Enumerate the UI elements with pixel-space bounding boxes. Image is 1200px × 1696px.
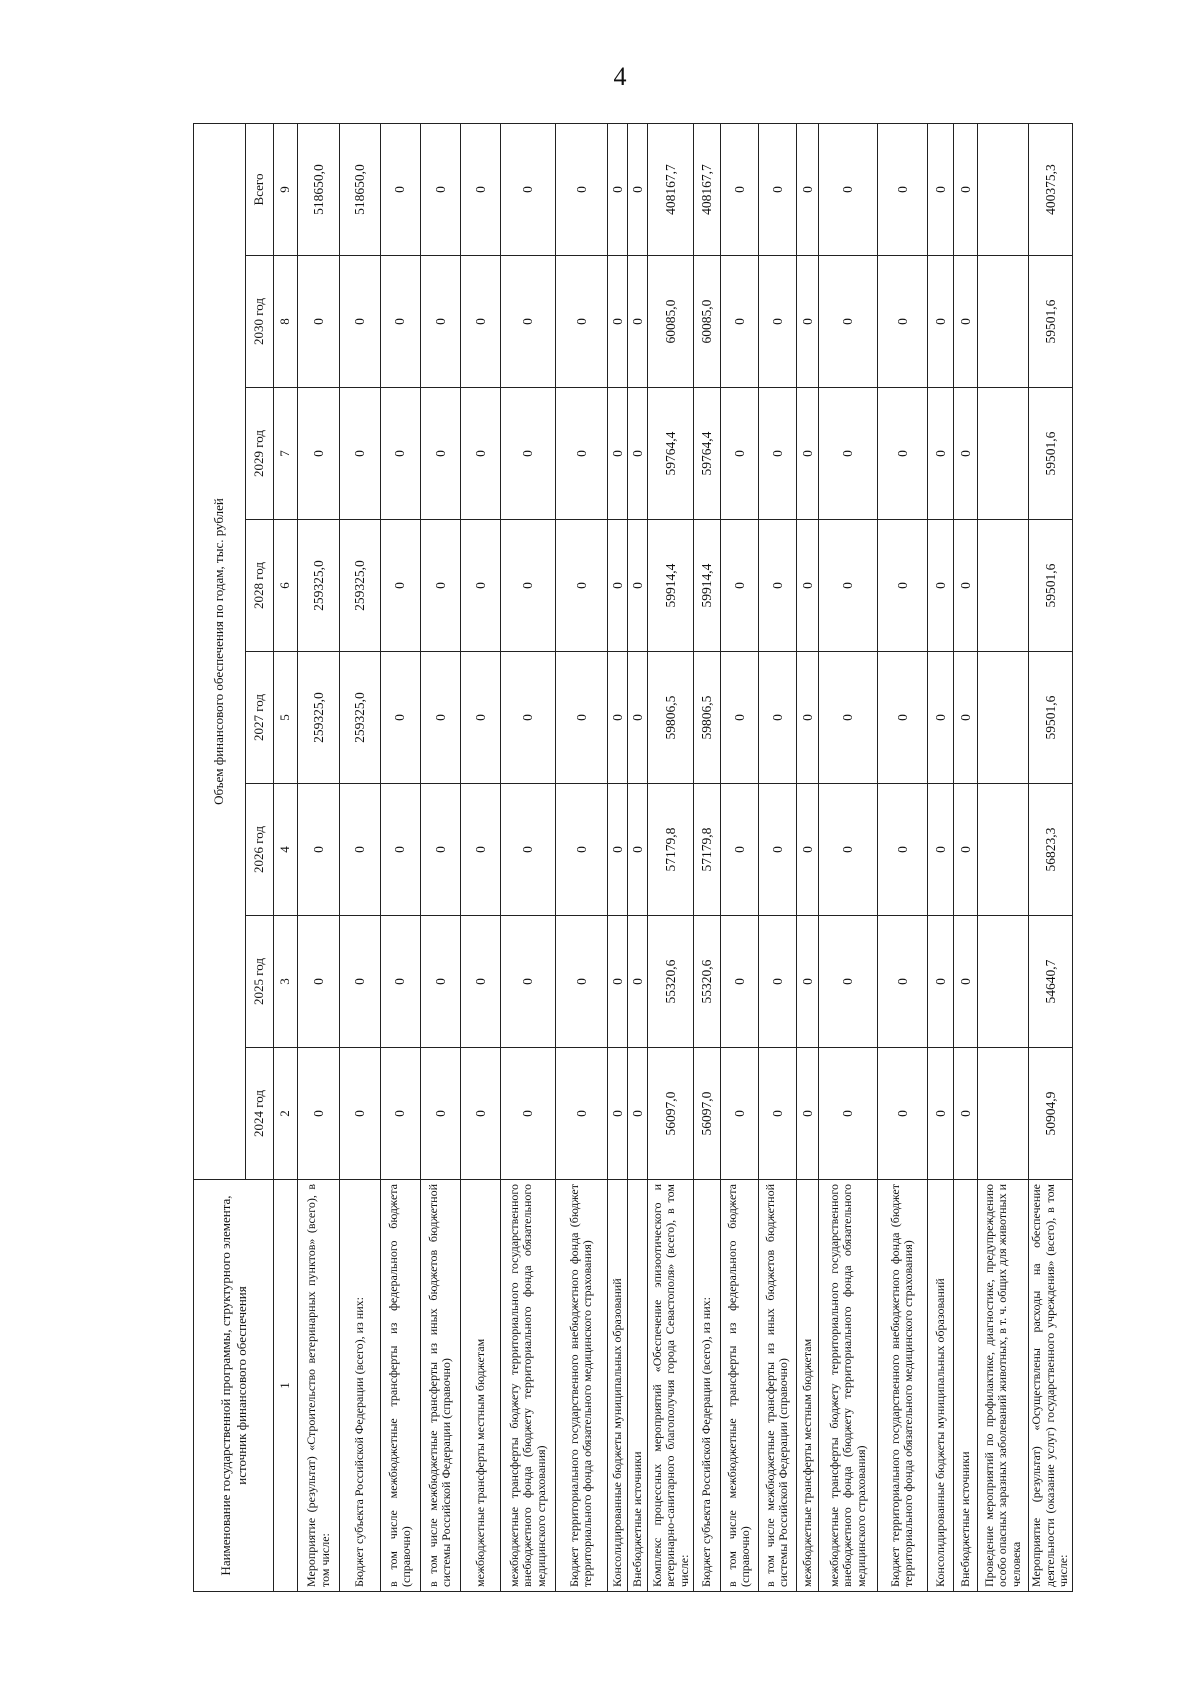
value-cell: 59764,4 <box>694 388 720 520</box>
value-cell <box>978 784 1028 916</box>
header-year-cell: 2028 год <box>246 520 274 652</box>
row-name-cell: Комплекс процессных мероприятий «Обеспечение эпизоотического и ветеринарно-санитарного благополучия города Севастополя» (всего), в том числе: <box>648 1180 694 1592</box>
value-cell: 0 <box>758 388 796 520</box>
value-cell: 0 <box>877 123 927 255</box>
table-row <box>380 123 420 1591</box>
value-cell: 0 <box>501 520 555 652</box>
value-cell: 59806,5 <box>694 652 720 784</box>
table-row <box>501 123 555 1591</box>
value-cell: 59806,5 <box>648 652 694 784</box>
value-cell: 0 <box>380 388 420 520</box>
value-cell <box>978 256 1028 388</box>
value-cell: 0 <box>420 1048 460 1180</box>
value-cell: 0 <box>380 123 420 255</box>
value-cell: 0 <box>461 388 501 520</box>
value-cell: 400375,3 <box>1028 123 1072 255</box>
value-cell: 0 <box>420 652 460 784</box>
value-cell: 0 <box>420 784 460 916</box>
header-column-numbers-row <box>274 123 298 1591</box>
table-row <box>340 123 380 1591</box>
table-row <box>927 123 953 1591</box>
header-year-cell: Всего <box>246 123 274 255</box>
value-cell: 0 <box>555 652 607 784</box>
column-number-cell: 9 <box>274 123 298 255</box>
value-cell: 0 <box>758 520 796 652</box>
column-number-cell: 7 <box>274 388 298 520</box>
row-name-cell: в том числе межбюджетные трансферты из иных бюджетов бюджетной системы Российской Федерации (справочно) <box>420 1180 460 1592</box>
value-cell: 0 <box>797 123 819 255</box>
column-number-cell: 3 <box>274 916 298 1048</box>
value-cell: 0 <box>420 123 460 255</box>
table-row <box>1028 123 1072 1591</box>
value-cell: 0 <box>501 256 555 388</box>
value-cell: 0 <box>954 256 978 388</box>
table-row <box>978 123 1028 1591</box>
value-cell: 0 <box>628 388 648 520</box>
value-cell: 0 <box>555 123 607 255</box>
value-cell: 0 <box>340 784 380 916</box>
value-cell: 0 <box>501 388 555 520</box>
value-cell: 0 <box>819 520 877 652</box>
header-year-cell: 2027 год <box>246 652 274 784</box>
value-cell: 0 <box>819 256 877 388</box>
value-cell: 0 <box>954 520 978 652</box>
row-name-cell: межбюджетные трансферты бюджету территориального государственного внебюджетного фонда (бюджету территориального фонда обязательного медицинского страхования) <box>501 1180 555 1592</box>
value-cell: 0 <box>797 256 819 388</box>
column-number-cell: 5 <box>274 652 298 784</box>
row-name-cell: межбюджетные трансферты местным бюджетам <box>797 1180 819 1592</box>
value-cell: 0 <box>461 123 501 255</box>
value-cell: 0 <box>628 256 648 388</box>
value-cell: 0 <box>877 256 927 388</box>
value-cell: 0 <box>501 784 555 916</box>
value-cell: 0 <box>877 652 927 784</box>
value-cell: 0 <box>797 388 819 520</box>
value-cell: 57179,8 <box>648 784 694 916</box>
table-row <box>758 123 796 1591</box>
row-name-cell: Мероприятие (результат) «Осуществлены расходы на обеспечение деятельности (оказание услуг) государственного учреждения» (всего), в том числе: <box>1028 1180 1072 1592</box>
row-name-cell: межбюджетные трансферты бюджету территориального государственного внебюджетного фонда (бюджету территориального фонда обязательного медицинского страхования) <box>819 1180 877 1592</box>
table-row <box>877 123 927 1591</box>
value-cell: 0 <box>607 652 627 784</box>
value-cell: 518650,0 <box>298 123 340 255</box>
value-cell: 56097,0 <box>694 1048 720 1180</box>
value-cell: 0 <box>420 388 460 520</box>
value-cell: 0 <box>420 916 460 1048</box>
value-cell: 0 <box>819 784 877 916</box>
value-cell: 0 <box>927 1048 953 1180</box>
value-cell: 0 <box>628 123 648 255</box>
value-cell: 0 <box>340 388 380 520</box>
value-cell: 0 <box>877 916 927 1048</box>
row-name-cell: Мероприятие (результат) «Строительство ветеринарных пунктов» (всего), в том числе: <box>298 1180 340 1592</box>
column-number-cell: 4 <box>274 784 298 916</box>
value-cell: 0 <box>607 520 627 652</box>
table-row <box>298 123 340 1591</box>
row-name-cell: Проведение мероприятий по профилактике, диагностике, предупреждению особо опасных заразных заболеваний животных, в т. ч. общих для животных и человека <box>978 1180 1028 1592</box>
value-cell: 0 <box>720 652 758 784</box>
value-cell: 59501,6 <box>1028 256 1072 388</box>
value-cell: 0 <box>797 1048 819 1180</box>
row-name-cell: Внебюджетные источники <box>954 1180 978 1592</box>
value-cell: 60085,0 <box>648 256 694 388</box>
value-cell <box>978 123 1028 255</box>
value-cell: 0 <box>758 256 796 388</box>
value-cell: 59501,6 <box>1028 652 1072 784</box>
value-cell: 0 <box>628 784 648 916</box>
value-cell: 56823,3 <box>1028 784 1072 916</box>
value-cell: 0 <box>628 916 648 1048</box>
header-year-cell: 2030 год <box>246 256 274 388</box>
value-cell: 0 <box>954 388 978 520</box>
value-cell: 0 <box>927 520 953 652</box>
value-cell: 0 <box>720 520 758 652</box>
value-cell: 0 <box>819 652 877 784</box>
value-cell: 60085,0 <box>694 256 720 388</box>
value-cell: 0 <box>954 916 978 1048</box>
value-cell: 0 <box>607 388 627 520</box>
value-cell: 0 <box>555 520 607 652</box>
header-financing-group: Объем финансового обеспечения по годам, тыс. рублей <box>194 123 246 1179</box>
value-cell: 0 <box>607 1048 627 1180</box>
value-cell: 0 <box>720 1048 758 1180</box>
value-cell: 0 <box>927 784 953 916</box>
value-cell: 0 <box>819 1048 877 1180</box>
value-cell: 55320,6 <box>694 916 720 1048</box>
value-cell: 0 <box>877 1048 927 1180</box>
rotated-table-container <box>193 124 1073 1592</box>
value-cell: 0 <box>501 1048 555 1180</box>
value-cell <box>978 652 1028 784</box>
value-cell: 0 <box>720 784 758 916</box>
value-cell: 408167,7 <box>694 123 720 255</box>
financing-table <box>193 123 1073 1592</box>
value-cell: 0 <box>628 520 648 652</box>
table-row <box>420 123 460 1591</box>
value-cell: 0 <box>298 784 340 916</box>
header-name-column: Наименование государственной программы, структурного элемента, источник финансового обеспечения <box>194 1180 274 1592</box>
row-name-cell: в том числе межбюджетные трансферты из федерального бюджета (справочно) <box>720 1180 758 1592</box>
value-cell: 0 <box>819 123 877 255</box>
value-cell: 0 <box>380 256 420 388</box>
value-cell: 57179,8 <box>694 784 720 916</box>
value-cell: 0 <box>927 652 953 784</box>
value-cell: 59764,4 <box>648 388 694 520</box>
value-cell: 0 <box>877 520 927 652</box>
row-name-cell: Бюджет территориального государственного внебюджетного фонда (бюджет территориального фонда обязательного медицинского страхования) <box>555 1180 607 1592</box>
value-cell: 0 <box>298 916 340 1048</box>
value-cell: 0 <box>420 256 460 388</box>
value-cell: 0 <box>461 916 501 1048</box>
table-row <box>461 123 501 1591</box>
value-cell: 0 <box>555 256 607 388</box>
value-cell: 0 <box>758 916 796 1048</box>
table-row <box>954 123 978 1591</box>
value-cell: 408167,7 <box>648 123 694 255</box>
value-cell: 0 <box>555 784 607 916</box>
value-cell: 0 <box>501 916 555 1048</box>
value-cell: 50904,9 <box>1028 1048 1072 1180</box>
value-cell: 259325,0 <box>340 520 380 652</box>
value-cell: 0 <box>340 1048 380 1180</box>
value-cell: 0 <box>628 652 648 784</box>
value-cell: 0 <box>954 1048 978 1180</box>
value-cell: 0 <box>720 916 758 1048</box>
value-cell: 0 <box>758 652 796 784</box>
value-cell: 0 <box>298 388 340 520</box>
value-cell: 0 <box>607 784 627 916</box>
header-year-cell: 2024 год <box>246 1048 274 1180</box>
table-row <box>555 123 607 1591</box>
value-cell: 0 <box>607 123 627 255</box>
row-name-cell: Бюджет субъекта Российской Федерации (всего), из них: <box>694 1180 720 1592</box>
value-cell: 55320,6 <box>648 916 694 1048</box>
value-cell: 0 <box>720 388 758 520</box>
value-cell: 0 <box>461 1048 501 1180</box>
value-cell: 0 <box>628 1048 648 1180</box>
value-cell: 259325,0 <box>340 652 380 784</box>
header-year-cell: 2029 год <box>246 388 274 520</box>
value-cell: 0 <box>877 784 927 916</box>
value-cell: 0 <box>758 123 796 255</box>
value-cell: 0 <box>555 1048 607 1180</box>
value-cell: 0 <box>380 784 420 916</box>
table-row <box>720 123 758 1591</box>
value-cell <box>978 388 1028 520</box>
value-cell: 0 <box>298 1048 340 1180</box>
value-cell <box>978 916 1028 1048</box>
row-name-cell: Внебюджетные источники <box>628 1180 648 1592</box>
value-cell: 59501,6 <box>1028 520 1072 652</box>
value-cell: 0 <box>797 652 819 784</box>
value-cell: 0 <box>819 916 877 1048</box>
header-year-cell: 2025 год <box>246 916 274 1048</box>
row-name-cell: Консолидированные бюджеты муниципальных образований <box>927 1180 953 1592</box>
value-cell: 0 <box>461 784 501 916</box>
value-cell: 59914,4 <box>694 520 720 652</box>
row-name-cell: Консолидированные бюджеты муниципальных образований <box>607 1180 627 1592</box>
value-cell: 0 <box>461 256 501 388</box>
value-cell: 0 <box>420 520 460 652</box>
value-cell: 0 <box>555 388 607 520</box>
row-name-cell: в том числе межбюджетные трансферты из иных бюджетов бюджетной системы Российской Федерации (справочно) <box>758 1180 796 1592</box>
value-cell: 0 <box>954 784 978 916</box>
value-cell: 0 <box>927 916 953 1048</box>
value-cell: 259325,0 <box>298 652 340 784</box>
value-cell: 59501,6 <box>1028 388 1072 520</box>
value-cell: 0 <box>877 388 927 520</box>
column-number-cell: 1 <box>274 1180 298 1592</box>
table-row <box>694 123 720 1591</box>
value-cell: 0 <box>954 123 978 255</box>
value-cell: 0 <box>954 652 978 784</box>
row-name-cell: Бюджет субъекта Российской Федерации (всего), из них: <box>340 1180 380 1592</box>
value-cell: 0 <box>380 1048 420 1180</box>
value-cell: 0 <box>340 256 380 388</box>
table-row <box>797 123 819 1591</box>
header-year-cell: 2026 год <box>246 784 274 916</box>
value-cell: 0 <box>461 652 501 784</box>
row-name-cell: в том числе межбюджетные трансферты из федерального бюджета (справочно) <box>380 1180 420 1592</box>
row-name-cell: Бюджет территориального государственного внебюджетного фонда (бюджет территориального фонда обязательного медицинского страхования) <box>877 1180 927 1592</box>
value-cell: 0 <box>501 652 555 784</box>
page-number: 4 <box>613 62 627 91</box>
value-cell <box>978 520 1028 652</box>
value-cell: 0 <box>298 256 340 388</box>
value-cell: 0 <box>720 123 758 255</box>
table-row <box>628 123 648 1591</box>
value-cell: 0 <box>380 652 420 784</box>
table-row <box>648 123 694 1591</box>
value-cell: 518650,0 <box>340 123 380 255</box>
value-cell: 0 <box>927 388 953 520</box>
value-cell: 0 <box>758 784 796 916</box>
value-cell: 59914,4 <box>648 520 694 652</box>
value-cell: 0 <box>797 784 819 916</box>
value-cell: 0 <box>380 520 420 652</box>
value-cell: 259325,0 <box>298 520 340 652</box>
table-row <box>819 123 877 1591</box>
table-body <box>298 123 1073 1591</box>
column-number-cell: 2 <box>274 1048 298 1180</box>
value-cell: 0 <box>927 256 953 388</box>
value-cell: 0 <box>607 256 627 388</box>
value-cell: 0 <box>501 123 555 255</box>
value-cell: 0 <box>461 520 501 652</box>
value-cell: 0 <box>380 916 420 1048</box>
value-cell: 0 <box>927 123 953 255</box>
value-cell: 0 <box>607 916 627 1048</box>
value-cell: 0 <box>797 520 819 652</box>
value-cell: 54640,7 <box>1028 916 1072 1048</box>
value-cell: 0 <box>797 916 819 1048</box>
row-name-cell: межбюджетные трансферты местным бюджетам <box>461 1180 501 1592</box>
value-cell: 0 <box>819 388 877 520</box>
value-cell: 0 <box>720 256 758 388</box>
table-row <box>607 123 627 1591</box>
column-number-cell: 8 <box>274 256 298 388</box>
value-cell: 0 <box>340 916 380 1048</box>
value-cell: 56097,0 <box>648 1048 694 1180</box>
value-cell: 0 <box>758 1048 796 1180</box>
value-cell <box>978 1048 1028 1180</box>
column-number-cell: 6 <box>274 520 298 652</box>
value-cell: 0 <box>555 916 607 1048</box>
